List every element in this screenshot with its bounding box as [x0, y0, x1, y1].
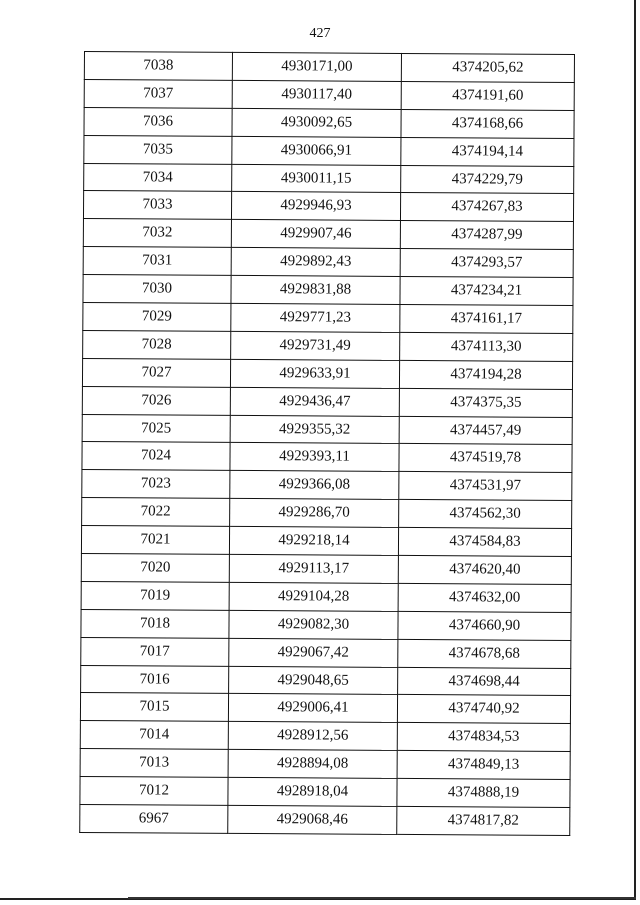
table-row — [83, 330, 573, 361]
table-row — [81, 609, 571, 640]
table-row — [81, 526, 571, 557]
table-row — [84, 163, 574, 194]
y-coordinate-cell: 4374834,53 — [397, 723, 570, 752]
y-coordinate-cell: 4374205,62 — [401, 53, 574, 82]
point-number-cell: 7024 — [82, 442, 230, 471]
table-row — [82, 386, 572, 417]
point-number-cell: 6967 — [80, 805, 228, 834]
x-coordinate-cell: 4929946,93 — [231, 192, 400, 221]
table-row — [83, 247, 573, 278]
table-row — [84, 79, 574, 110]
point-number-cell: 7032 — [83, 219, 231, 248]
point-number-cell: 7029 — [83, 303, 231, 332]
table-row — [82, 414, 572, 445]
y-coordinate-cell: 4374562,30 — [399, 500, 572, 529]
x-coordinate-cell: 4929113,17 — [229, 554, 398, 583]
y-coordinate-cell: 4374531,97 — [399, 472, 572, 501]
table-row — [84, 52, 574, 83]
y-coordinate-cell: 4374849,13 — [397, 751, 570, 780]
x-coordinate-cell: 4929436,47 — [230, 387, 399, 416]
point-number-cell: 7014 — [80, 721, 228, 750]
x-coordinate-cell: 4928912,56 — [228, 722, 397, 751]
point-number-cell: 7019 — [81, 581, 229, 610]
x-coordinate-cell: 4929068,46 — [228, 805, 397, 834]
x-coordinate-cell: 4930092,65 — [232, 108, 401, 137]
table-row — [83, 303, 573, 334]
point-number-cell: 7026 — [82, 386, 230, 415]
y-coordinate-cell: 4374888,19 — [397, 779, 570, 808]
x-coordinate-cell: 4930011,15 — [232, 164, 401, 193]
y-coordinate-cell: 4374161,17 — [400, 304, 573, 333]
coordinates-table-body — [80, 52, 575, 836]
point-number-cell: 7038 — [84, 52, 232, 81]
y-coordinate-cell: 4374375,35 — [399, 388, 572, 417]
table-row — [80, 693, 570, 724]
table-row — [82, 358, 572, 389]
table-row — [83, 275, 573, 306]
x-coordinate-cell: 4928894,08 — [228, 750, 397, 779]
y-coordinate-cell: 4374234,21 — [400, 277, 573, 306]
y-coordinate-cell: 4374584,83 — [398, 528, 571, 557]
y-coordinate-cell: 4374660,90 — [398, 611, 571, 640]
x-coordinate-cell: 4929633,91 — [230, 359, 399, 388]
point-number-cell: 7031 — [83, 247, 231, 276]
y-coordinate-cell: 4374113,30 — [400, 332, 573, 361]
y-coordinate-cell: 4374620,40 — [398, 555, 571, 584]
table-row — [83, 191, 573, 222]
y-coordinate-cell: 4374740,92 — [397, 695, 570, 724]
y-coordinate-cell: 4374678,68 — [398, 639, 571, 668]
point-number-cell: 7034 — [84, 163, 232, 192]
point-number-cell: 7037 — [84, 79, 232, 108]
x-coordinate-cell: 4930171,00 — [232, 52, 401, 81]
table-row — [81, 637, 571, 668]
y-coordinate-cell: 4374191,60 — [401, 81, 574, 110]
x-coordinate-cell: 4929355,32 — [230, 415, 399, 444]
table-row — [84, 107, 574, 138]
y-coordinate-cell: 4374817,82 — [397, 806, 570, 835]
point-number-cell: 7035 — [84, 135, 232, 164]
y-coordinate-cell: 4374287,99 — [400, 221, 573, 250]
y-coordinate-cell: 4374168,66 — [401, 109, 574, 138]
coordinates-table — [79, 51, 575, 836]
point-number-cell: 7016 — [81, 665, 229, 694]
point-number-cell: 7015 — [80, 693, 228, 722]
point-number-cell: 7027 — [82, 358, 230, 387]
x-coordinate-cell: 4929104,28 — [229, 582, 398, 611]
x-coordinate-cell: 4929731,49 — [231, 331, 400, 360]
point-number-cell: 7018 — [81, 609, 229, 638]
table-row — [83, 219, 573, 250]
point-number-cell: 7013 — [80, 749, 228, 778]
point-number-cell: 7033 — [83, 191, 231, 220]
x-coordinate-cell: 4929907,46 — [231, 220, 400, 249]
x-coordinate-cell: 4929006,41 — [228, 694, 397, 723]
x-coordinate-cell: 4929286,70 — [230, 499, 399, 528]
x-coordinate-cell: 4928918,04 — [228, 778, 397, 807]
x-coordinate-cell: 4929393,11 — [230, 443, 399, 472]
point-number-cell: 7020 — [81, 554, 229, 583]
point-number-cell: 7030 — [83, 275, 231, 304]
x-coordinate-cell: 4929831,88 — [231, 276, 400, 305]
table-row — [82, 498, 572, 529]
point-number-cell: 7025 — [82, 414, 230, 443]
point-number-cell: 7036 — [84, 107, 232, 136]
y-coordinate-cell: 4374519,78 — [399, 444, 572, 473]
point-number-cell: 7017 — [81, 637, 229, 666]
y-coordinate-cell: 4374457,49 — [399, 416, 572, 445]
x-coordinate-cell: 4929067,42 — [229, 638, 398, 667]
y-coordinate-cell: 4374194,14 — [401, 137, 574, 166]
y-coordinate-cell: 4374293,57 — [400, 249, 573, 278]
table-row — [81, 581, 571, 612]
y-coordinate-cell: 4374229,79 — [401, 165, 574, 194]
y-coordinate-cell: 4374194,28 — [399, 360, 572, 389]
table-row — [80, 721, 570, 752]
x-coordinate-cell: 4929082,30 — [229, 610, 398, 639]
x-coordinate-cell: 4929048,65 — [229, 666, 398, 695]
table-row — [81, 665, 571, 696]
point-number-cell: 7028 — [83, 330, 231, 359]
table-row — [80, 749, 570, 780]
table-row — [82, 470, 572, 501]
x-coordinate-cell: 4930117,40 — [232, 80, 401, 109]
point-number-cell: 7022 — [82, 498, 230, 527]
y-coordinate-cell: 4374632,00 — [398, 583, 571, 612]
table-row — [81, 554, 571, 585]
y-coordinate-cell: 4374698,44 — [398, 667, 571, 696]
table-row — [82, 442, 572, 473]
x-coordinate-cell: 4929771,23 — [231, 303, 400, 332]
point-number-cell: 7021 — [81, 526, 229, 555]
bottom-rule — [128, 897, 636, 899]
point-number-cell: 7023 — [82, 470, 230, 499]
x-coordinate-cell: 4930066,91 — [232, 136, 401, 165]
x-coordinate-cell: 4929218,14 — [229, 527, 398, 556]
page-number: 427 — [309, 26, 331, 41]
x-coordinate-cell: 4929892,43 — [231, 248, 400, 277]
y-coordinate-cell: 4374267,83 — [400, 193, 573, 222]
table-row — [80, 805, 570, 836]
x-coordinate-cell: 4929366,08 — [230, 471, 399, 500]
table-row — [80, 777, 570, 808]
table-row — [84, 135, 574, 166]
point-number-cell: 7012 — [80, 777, 228, 806]
